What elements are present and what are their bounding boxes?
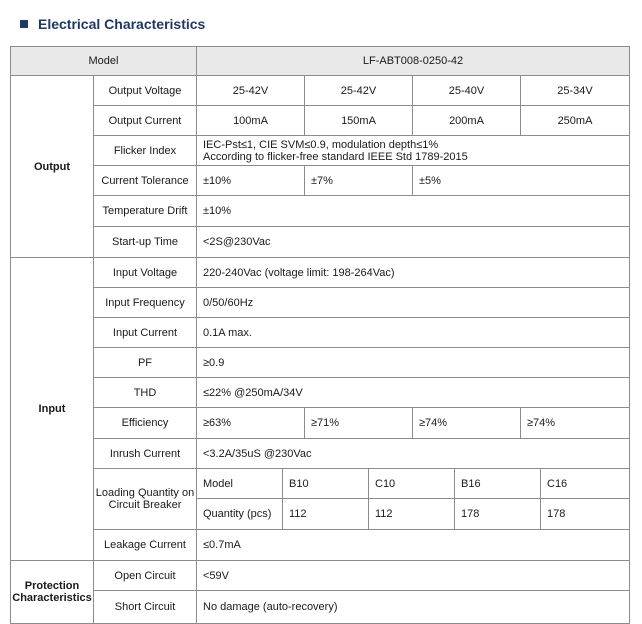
pf-value: ≥0.9 [196,347,630,378]
square-bullet-icon [20,20,28,28]
inrush-current-value: <3.2A/35uS @230Vac [196,438,630,469]
breaker-quantity: 178 [540,498,630,530]
flicker-index-label: Flicker Index [93,135,197,166]
efficiency-label: Efficiency [93,407,197,439]
breaker-model: B10 [282,468,369,499]
efficiency-value: ≥63% [196,407,305,439]
open-circuit-label: Open Circuit [93,560,197,591]
breaker-quantity: 112 [282,498,369,530]
group-input: Input [10,257,94,561]
breaker-quantity: 112 [368,498,455,530]
efficiency-value: ≥74% [520,407,630,439]
output-current-value: 200mA [412,105,521,136]
current-tolerance-value: ±10% [196,165,305,196]
flicker-index-value [196,135,630,166]
output-current-value: 250mA [520,105,630,136]
flicker-index-line2: According to flicker-free standard IEEE Std 1789-2015 [203,150,468,163]
output-voltage-label: Output Voltage [93,75,197,106]
temperature-drift-value: ±10% [196,195,630,227]
thd-label: THD [93,377,197,408]
breaker-quantity-header: Quantity (pcs) [196,498,283,530]
pf-label: PF [93,347,197,378]
short-circuit-value: No damage (auto-recovery) [196,590,630,624]
leakage-current-label: Leakage Current [93,529,197,561]
inrush-current-label: Inrush Current [93,438,197,469]
thd-value: ≤22% @250mA/34V [196,377,630,408]
output-current-value: 150mA [304,105,413,136]
electrical-characteristics-table [10,46,630,624]
output-current-value: 100mA [196,105,305,136]
output-voltage-value: 25-34V [520,75,630,106]
output-voltage-value: 25-42V [304,75,413,106]
breaker-model: B16 [454,468,541,499]
input-voltage-label: Input Voltage [93,257,197,288]
output-voltage-value: 25-40V [412,75,521,106]
input-current-value: 0.1A max. [196,317,630,348]
breaker-quantity: 178 [454,498,541,530]
breaker-model-header: Model [196,468,283,499]
temperature-drift-label: Temperature Drift [93,195,197,227]
section-title: Electrical Characteristics [38,16,206,32]
loading-quantity-label: Loading Quantity on Circuit Breaker [93,468,197,530]
group-protection: Protection Characteristics [10,560,94,624]
short-circuit-label: Short Circuit [93,590,197,624]
flicker-index-line1: IEC-Pst≤1, CIE SVM≤0.9, modulation depth≤1% [203,138,439,151]
breaker-model: C10 [368,468,455,499]
current-tolerance-value: ±5% [412,165,630,196]
input-frequency-label: Input Frequency [93,287,197,318]
model-header-value: LF-ABT008-0250-42 [196,46,630,76]
output-current-label: Output Current [93,105,197,136]
current-tolerance-value: ±7% [304,165,413,196]
input-voltage-value: 220-240Vac (voltage limit: 198-264Vac) [196,257,630,288]
efficiency-value: ≥74% [412,407,521,439]
input-current-label: Input Current [93,317,197,348]
input-frequency-value: 0/50/60Hz [196,287,630,318]
startup-time-value: <2S@230Vac [196,226,630,258]
efficiency-value: ≥71% [304,407,413,439]
current-tolerance-label: Current Tolerance [93,165,197,196]
group-output: Output [10,75,94,258]
output-voltage-value: 25-42V [196,75,305,106]
leakage-current-value: ≤0.7mA [196,529,630,561]
startup-time-label: Start-up Time [93,226,197,258]
breaker-model: C16 [540,468,630,499]
open-circuit-value: <59V [196,560,630,591]
section-heading [20,14,205,34]
model-header-label: Model [10,46,197,76]
